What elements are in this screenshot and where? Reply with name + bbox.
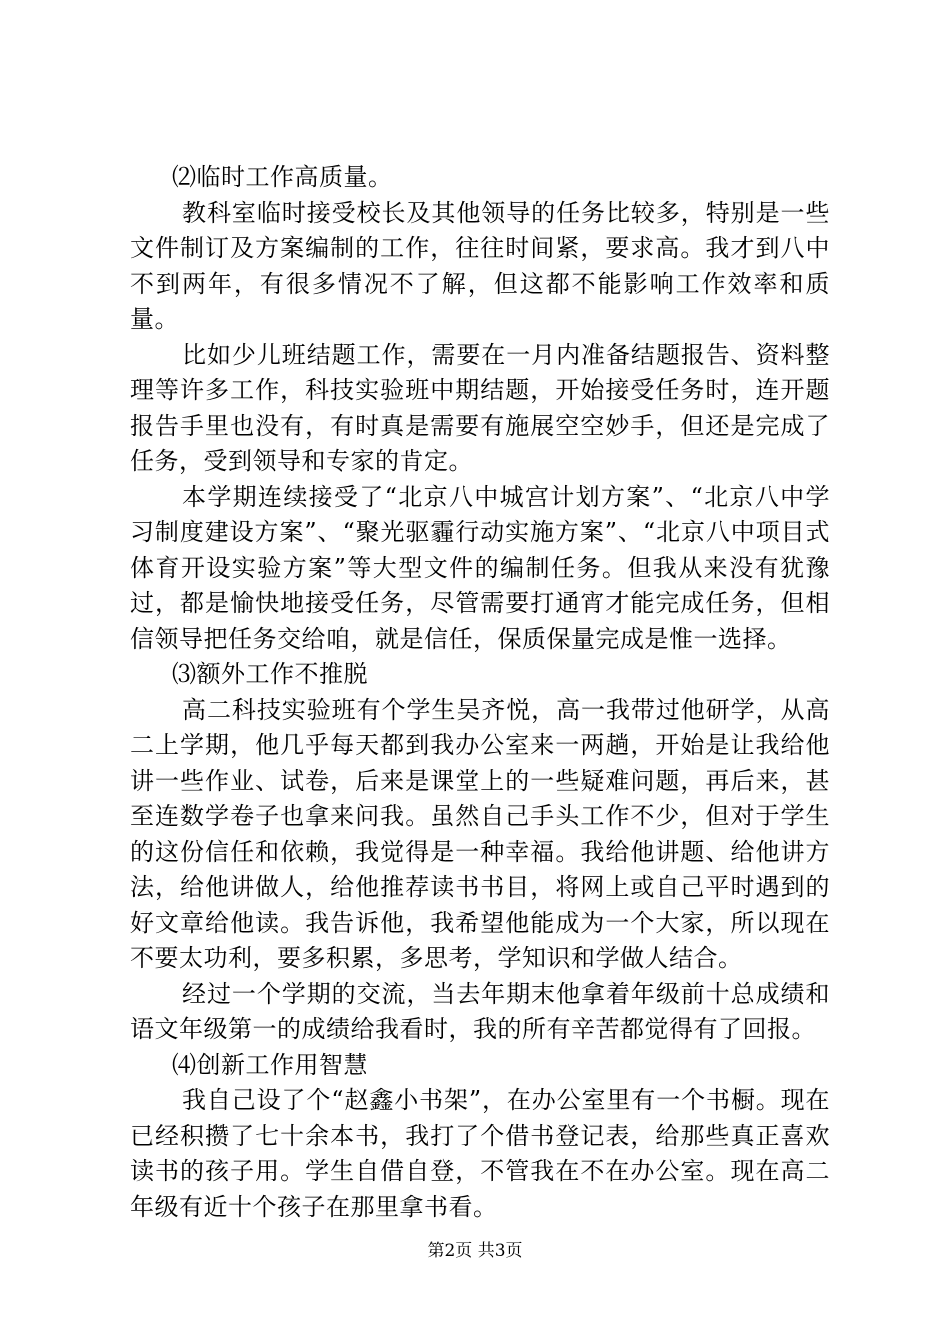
document-body (130, 160, 830, 1225)
paragraph: 高二科技实验班有个学生吴齐悦，高一我带过他研学，从高二上学期，他几乎每天都到我办公室来一两趟，开始是让我给他讲一些作业、试卷，后来是课堂上的一些疑难问题，再后来，甚至连数学卷子也拿来问我。虽然自己手头工作不少，但对于学生的这份信任和依赖，我觉得是一种幸福。我给他讲题、给他讲方法，给他讲做人，给他推荐读书书目，将网上或自己平时遇到的好文章给他读。我告诉他，我希望他能成为一个大家，所以现在不要太功利，要多积累，多思考，学知识和学做人结合。 (130, 695, 830, 972)
paragraph: 我自己设了个“赵鑫小书架”，在办公室里有一个书橱。现在已经积攒了七十余本书，我打了个借书登记表，给那些真正喜欢读书的孩子用。学生自借自登，不管我在不在办公室。现在高二年级有近十个孩子在那里拿书看。 (130, 1086, 830, 1221)
paragraph: 本学期连续接受了“北京八中城宫计划方案”、“北京八中学习制度建设方案”、“聚光驱霾行动实施方案”、“北京八中项目式体育开设实验方案”等大型文件的编制任务。但我从来没有犹豫过，都是愉快地接受任务，尽管需要打通宵才能完成任务，但相信领导把任务交给咱，就是信任，保质保量完成是惟一选择。 (130, 482, 830, 653)
section-heading-4: ⑷创新工作用智慧 (172, 1050, 368, 1079)
paragraph: 比如少儿班结题工作，需要在一月内准备结题报告、资料整理等许多工作，科技实验班中期结题，开始接受任务时，连开题报告手里也没有，有时真是需要有施展空空妙手，但还是完成了任务，受到领导和专家的肯定。 (130, 340, 830, 475)
section-heading-2: ⑵临时工作高质量。 (172, 163, 393, 191)
paragraph: 经过一个学期的交流，当去年期末他拿着年级前十总成绩和语文年级第一的成绩给我看时，我的所有辛苦都觉得有了回报。 (130, 979, 830, 1043)
page-footer: 第2页 共3页 (427, 1241, 523, 1261)
section-heading-3: ⑶额外工作不推脱 (172, 660, 368, 688)
paragraph: 教科室临时接受校长及其他领导的任务比较多，特别是一些文件制订及方案编制的工作，往往时间紧，要求高。我才到八中不到两年，有很多情况不了解，但这都不能影响工作效率和质量。 (130, 198, 830, 333)
